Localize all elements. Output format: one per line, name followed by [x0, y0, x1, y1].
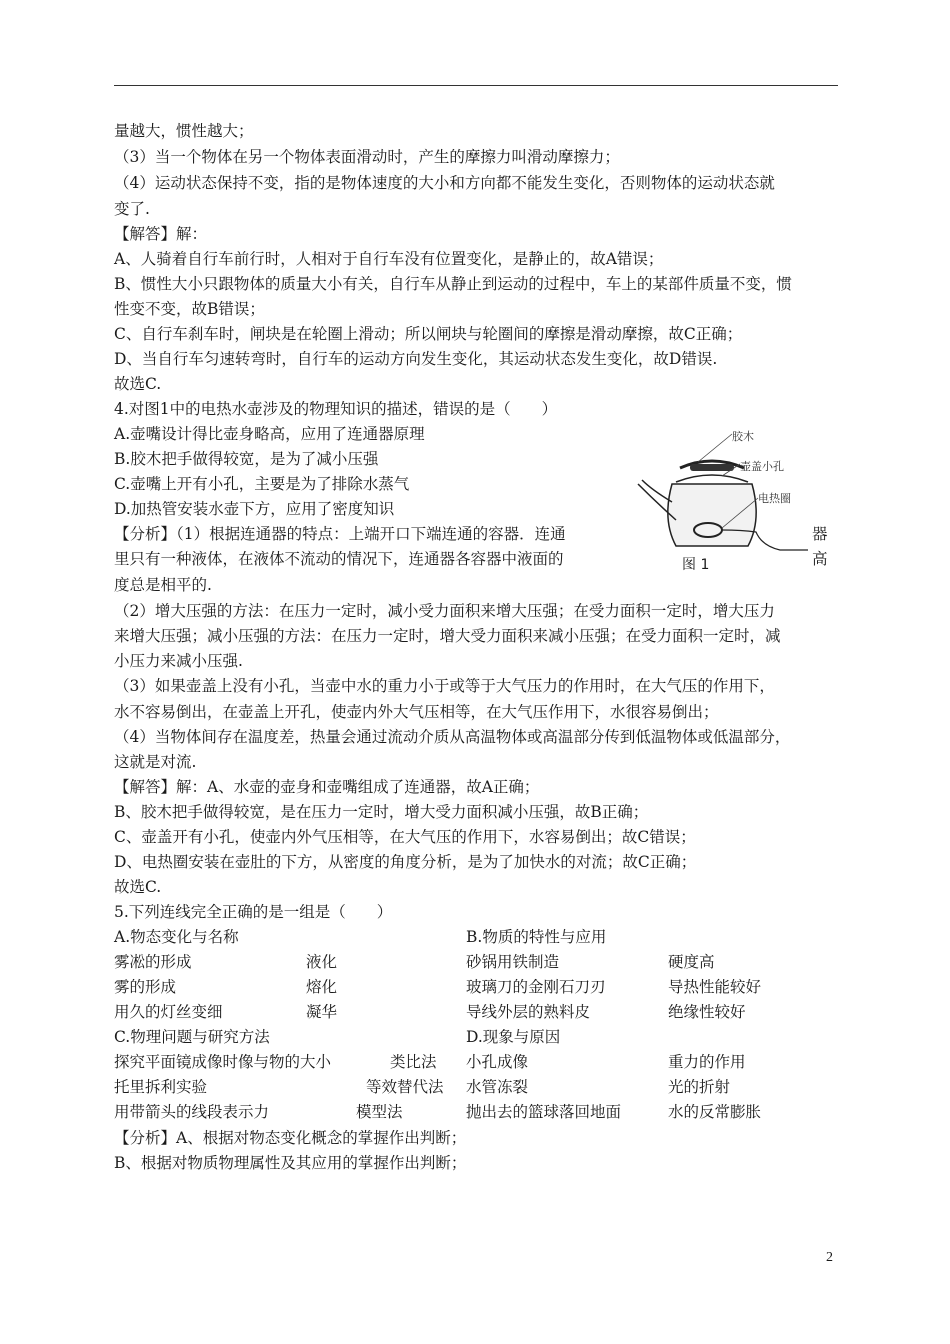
text-line: 水不容易倒出，在壶盖上开孔，使壶内外大气压相等，在大气压作用下，水很容易倒出； — [114, 703, 719, 721]
option-b: B.胶木把手做得较宽，是为了减小压强 — [114, 450, 379, 468]
table-cell: 导热性能较好 — [668, 978, 762, 996]
header-rule — [114, 85, 838, 86]
group-a-title: A.物态变化与名称 — [114, 928, 239, 946]
table-cell: 水的反常膨胀 — [668, 1103, 762, 1121]
table-cell: 托里拆利实验 — [114, 1078, 208, 1096]
text-line: 变了. — [114, 200, 150, 218]
text-line: A、人骑着自行车前行时，人相对于自行车没有位置变化，是静止的，故A错误； — [114, 250, 664, 268]
table-cell: 熔化 — [306, 978, 338, 996]
table-cell: 导线外层的熟料皮 — [466, 1003, 591, 1021]
table-cell: 重力的作用 — [668, 1053, 746, 1071]
option-c: C.壶嘴上开有小孔，主要是为了排除水蒸气 — [114, 475, 410, 493]
table-cell: 小孔成像 — [466, 1053, 529, 1071]
text-line: 性变不变，故B错误； — [114, 300, 265, 318]
page-number: 2 — [826, 1250, 833, 1265]
table-cell: 用久的灯丝变细 — [114, 1003, 223, 1021]
kettle-drawing — [632, 420, 832, 580]
text-line: （2）增大压强的方法：在压力一定时，减小受力面积来增大压强；在受力面积一定时，增大压力 — [114, 602, 775, 620]
text-line: D、电热圈安装在壶肚的下方，从密度的角度分析，是为了加快水的对流；故C正确； — [114, 853, 697, 871]
text-line: B、惯性大小只跟物体的质量大小有关，自行车从静止到运动的过程中，车上的某部件质量不变，惯 — [114, 275, 792, 293]
question-5: 5.下列连线完全正确的是一组是（ ） — [114, 903, 393, 921]
text-line: （3）如果壶盖上没有小孔，当壶中水的重力小于或等于大气压力的作用时，在大气压的作用下， — [114, 677, 775, 695]
text-line: 小压力来减小压强. — [114, 652, 243, 670]
text-line: 【分析】A、根据对物态变化概念的掌握作出判断； — [114, 1129, 467, 1147]
table-cell: 模型法 — [356, 1103, 403, 1121]
wrap-char: 高 — [812, 550, 828, 568]
text-line: C、自行车刹车时，闸块是在轮圈上滑动；所以闸块与轮圈间的摩擦是滑动摩擦，故C正确； — [114, 325, 743, 343]
text-line: 【解答】解： — [114, 225, 208, 243]
table-cell: 水管冻裂 — [466, 1078, 529, 1096]
table-cell: 凝华 — [306, 1003, 338, 1021]
table-cell: 用带箭头的线段表示力 — [114, 1103, 270, 1121]
label-handle: 胶木 — [732, 430, 754, 443]
table-cell: 光的折射 — [668, 1078, 731, 1096]
table-cell: 液化 — [306, 953, 338, 971]
table-cell: 类比法 — [390, 1053, 437, 1071]
wrap-char: 器 — [812, 525, 828, 543]
text-line: 【分析】（1）根据连通器的特点：上端开口下端连通的容器．连通 — [114, 525, 566, 543]
option-d: D.加热管安装水壶下方，应用了密度知识 — [114, 500, 395, 518]
text-line: D、当自行车匀速转弯时，自行车的运动方向发生变化，其运动状态发生变化，故D错误. — [114, 350, 718, 368]
option-a: A.壶嘴设计得比壶身略高，应用了连通器原理 — [114, 425, 425, 443]
kettle-figure — [632, 420, 832, 580]
question-4: 4.对图1中的电热水壶涉及的物理知识的描述，错误的是（ ） — [114, 400, 558, 418]
text-line: 【解答】解：A、水壶的壶身和壶嘴组成了连通器，故A正确； — [114, 778, 540, 796]
group-c-title: C.物理问题与研究方法 — [114, 1028, 270, 1046]
table-cell: 探究平面镜成像时像与物的大小 — [114, 1053, 332, 1071]
table-cell: 抛出去的篮球落回地面 — [466, 1103, 622, 1121]
table-cell: 绝缘性较好 — [668, 1003, 746, 1021]
group-d-title: D.现象与原因 — [466, 1028, 561, 1046]
label-heater: 电热圈 — [758, 492, 791, 505]
text-line: 故选C. — [114, 878, 162, 896]
text-line: 这就是对流. — [114, 753, 197, 771]
text-line: 度总是相平的. — [114, 576, 212, 594]
text-line: 量越大，惯性越大； — [114, 122, 254, 140]
table-cell: 雾的形成 — [114, 978, 177, 996]
text-line: B、胶木把手做得较宽，是在压力一定时，增大受力面积减小压强，故B正确； — [114, 803, 649, 821]
label-lid-hole: 壶盖小孔 — [740, 460, 784, 473]
text-line: 里只有一种液体，在液体不流动的情况下，连通器各容器中液面的 — [114, 550, 564, 568]
table-cell: 玻璃刀的金刚石刀刃 — [466, 978, 606, 996]
text-line: （4）运动状态保持不变，指的是物体速度的大小和方向都不能发生变化，否则物体的运动状态就 — [114, 174, 775, 192]
text-line: C、壶盖开有小孔，使壶内外气压相等，在大气压的作用下，水容易倒出；故C错误； — [114, 828, 696, 846]
table-cell: 硬度高 — [668, 953, 715, 971]
figure-caption: 图 1 — [682, 557, 710, 573]
table-cell: 雾凇的形成 — [114, 953, 192, 971]
group-b-title: B.物质的特性与应用 — [466, 928, 607, 946]
text-line: B、根据对物质物理属性及其应用的掌握作出判断； — [114, 1154, 467, 1172]
text-line: 故选C. — [114, 375, 162, 393]
table-cell: 等效替代法 — [366, 1078, 444, 1096]
text-line: （4）当物体间存在温度差，热量会通过流动介质从高温物体或高温部分传到低温物体或低温部分， — [114, 728, 791, 746]
text-line: 来增大压强；减小压强的方法：在压力一定时，增大受力面积来减小压强；在受力面积一定时，减 — [114, 627, 781, 645]
text-line: （3）当一个物体在另一个物体表面滑动时，产生的摩擦力叫滑动摩擦力； — [114, 148, 620, 166]
table-cell: 砂锅用铁制造 — [466, 953, 560, 971]
